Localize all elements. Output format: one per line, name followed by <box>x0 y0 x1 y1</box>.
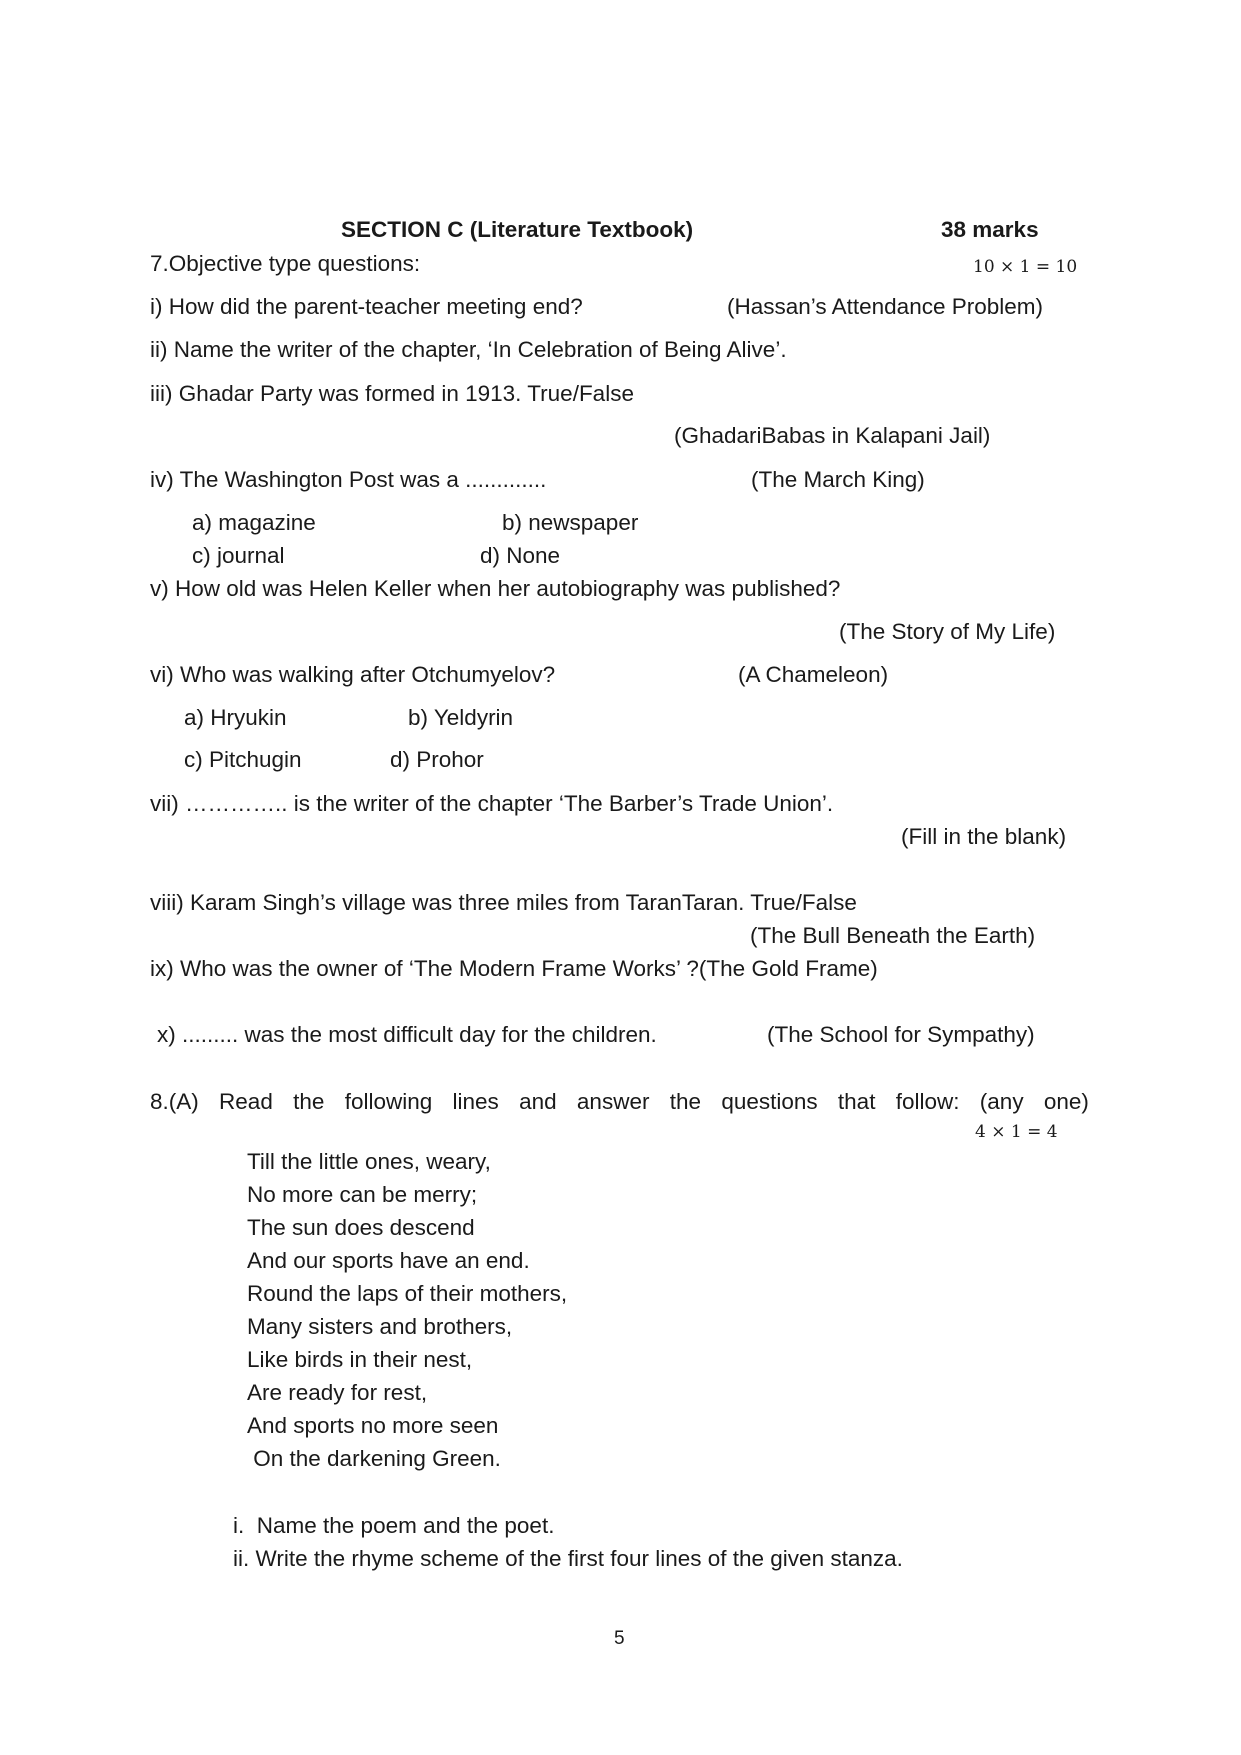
q8-question-i: i. Name the poem and the poet. <box>233 1513 555 1538</box>
poem-line: No more can be merry; <box>247 1182 478 1207</box>
q7-i-source: (Hassan’s Attendance Problem) <box>727 294 1043 319</box>
q7-iv-option-c: c) journal <box>192 543 285 568</box>
q8-heading <box>150 1088 1089 1116</box>
poem-line: And our sports have an end. <box>247 1248 530 1273</box>
q7-v-source: (The Story of My Life) <box>839 619 1056 644</box>
q7-vii-text: vii) ………….. is the writer of the chapter ‘The Barber’s Trade Union’. <box>150 791 834 816</box>
q8-marks-formula: 4 × 1 = 4 <box>975 1122 1058 1142</box>
q8-heading-word: that <box>837 1089 876 1114</box>
q7-viii-source: (The Bull Beneath the Earth) <box>750 923 1036 948</box>
q7-heading: 7.Objective type questions: <box>150 251 421 276</box>
q7-x-text: x) ......... was the most difficult day for the children. <box>157 1022 657 1047</box>
q7-iv-text: iv) The Washington Post was a ............. <box>150 467 547 492</box>
section-marks: 38 marks <box>941 217 1039 242</box>
q7-vi-option-d: d) Prohor <box>390 747 484 772</box>
poem-line: The sun does descend <box>247 1215 475 1240</box>
q8-heading-word: (any <box>979 1089 1024 1114</box>
poem-line: Are ready for rest, <box>247 1380 428 1405</box>
q7-v-text: v) How old was Helen Keller when her autobiography was published? <box>150 576 841 601</box>
q7-vi-source: (A Chameleon) <box>738 662 889 687</box>
q8-heading-word: one) <box>1043 1089 1089 1114</box>
page-number: 5 <box>614 1628 625 1649</box>
q7-ix-text: ix) Who was the owner of ‘The Modern Frame Works’ ?(The Gold Frame) <box>150 956 878 981</box>
poem-line: Till the little ones, weary, <box>247 1149 491 1174</box>
q8-heading-word: 8.(A) <box>150 1089 199 1114</box>
poem-line: And sports no more seen <box>247 1413 499 1438</box>
poem-line: On the darkening Green. <box>247 1446 501 1471</box>
q8-heading-word: Read <box>219 1089 273 1114</box>
q7-iii-source: (GhadariBabas in Kalapani Jail) <box>674 423 991 448</box>
q7-i-text: i) How did the parent-teacher meeting end? <box>150 294 583 319</box>
q7-ii-text: ii) Name the writer of the chapter, ‘In Celebration of Being Alive’. <box>150 337 787 362</box>
q8-heading-word: and <box>519 1089 557 1114</box>
q7-viii-text: viii) Karam Singh’s village was three miles from TaranTaran. True/False <box>150 890 857 915</box>
q8-heading-word: questions <box>721 1089 818 1114</box>
q7-vi-option-c: c) Pitchugin <box>184 747 302 772</box>
q7-iv-option-d: d) None <box>480 543 561 568</box>
q7-iv-option-a: a) magazine <box>192 510 316 535</box>
poem-line: Many sisters and brothers, <box>247 1314 513 1339</box>
q7-vi-text: vi) Who was walking after Otchumyelov? <box>150 662 556 687</box>
q7-vii-source: (Fill in the blank) <box>901 824 1067 849</box>
q8-heading-word: following <box>344 1089 433 1114</box>
q8-heading-word: answer <box>576 1089 650 1114</box>
q8-question-ii: ii. Write the rhyme scheme of the first four lines of the given stanza. <box>233 1546 903 1571</box>
poem-line: Round the laps of their mothers, <box>247 1281 568 1306</box>
q8-heading-word: follow: <box>895 1089 960 1114</box>
q8-heading-word: lines <box>452 1089 499 1114</box>
q7-x-source: (The School for Sympathy) <box>767 1022 1035 1047</box>
q7-iv-option-b: b) newspaper <box>502 510 639 535</box>
q7-iii-text: iii) Ghadar Party was formed in 1913. True/False <box>150 381 634 406</box>
q8-heading-word: the <box>293 1089 325 1114</box>
q7-vi-option-a: a) Hryukin <box>184 705 287 730</box>
q7-vi-option-b: b) Yeldyrin <box>408 705 514 730</box>
q7-marks-formula: 10 × 1 = 10 <box>973 257 1078 277</box>
q7-iv-source: (The March King) <box>751 467 925 492</box>
section-title: SECTION C (Literature Textbook) <box>341 217 694 242</box>
q8-heading-word: the <box>669 1089 702 1114</box>
poem-line: Like birds in their nest, <box>247 1347 473 1372</box>
